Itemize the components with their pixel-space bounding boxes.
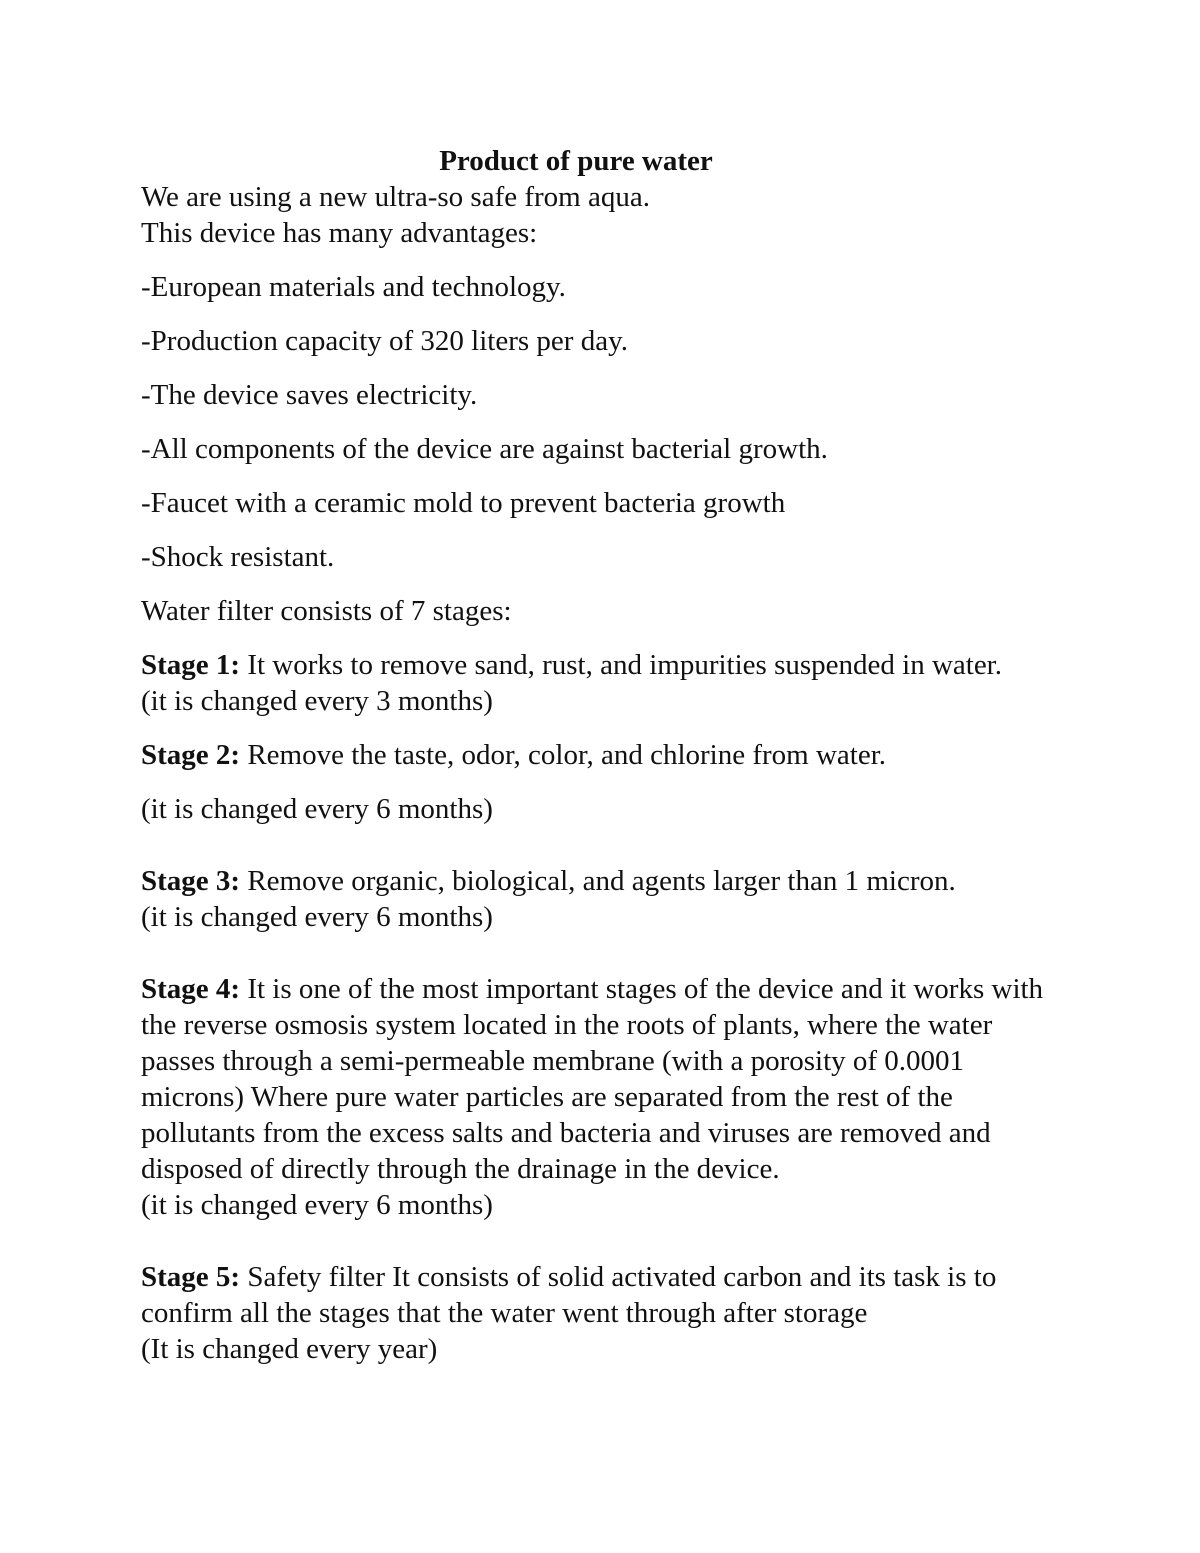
stage-4-paragraph <box>141 971 1071 1187</box>
stage-1-note: (it is changed every 3 months) <box>141 685 493 717</box>
stage-1-label: Stage 1: <box>141 649 241 681</box>
stages-intro: Water filter consists of 7 stages: <box>141 595 512 627</box>
stage-1-paragraph <box>141 647 1071 683</box>
stage-2-text: Remove the taste, odor, color, and chlorine from water. <box>240 739 887 771</box>
advantage-item: -Faucet with a ceramic mold to prevent bacteria growth <box>141 487 786 519</box>
document-title: Product of pure water <box>439 145 713 177</box>
advantage-item: -Production capacity of 320 liters per day. <box>141 325 628 357</box>
stage-2-note: (it is changed every 6 months) <box>141 793 493 825</box>
stage-5-text: Safety filter It consists of solid activated carbon and its task is to confirm all the stages that the water went through after storage <box>141 1261 997 1329</box>
document-body <box>141 143 1071 1367</box>
stage-3-text: Remove organic, biological, and agents larger than 1 micron. <box>240 865 956 897</box>
stage-2-paragraph <box>141 737 1071 773</box>
intro-line-2: This device has many advantages: <box>141 217 538 249</box>
stage-3-note: (it is changed every 6 months) <box>141 901 493 933</box>
stage-1-text: It works to remove sand, rust, and impurities suspended in water. <box>240 649 1002 681</box>
advantage-item: -All components of the device are against bacterial growth. <box>141 433 828 465</box>
advantage-item: -The device saves electricity. <box>141 379 478 411</box>
stage-4-text: It is one of the most important stages of the device and it works with the reverse osmosis system located in the roots of plants, where the water passes through a semi-permeable membrane (with a porosity of 0.0001 microns) Where pure water particles are separated from the rest of the pollutants from the excess salts and bacteria and viruses are removed and disposed of directly through the drainage in the device. <box>141 973 1044 1185</box>
intro-line-1: We are using a new ultra-so safe from aqua. <box>141 181 650 213</box>
stage-2-label: Stage 2: <box>141 739 241 771</box>
stage-3-paragraph <box>141 863 1071 899</box>
stage-5-label: Stage 5: <box>141 1261 241 1293</box>
stage-4-label: Stage 4: <box>141 973 241 1005</box>
stage-5-note: (It is changed every year) <box>141 1333 438 1365</box>
stage-5-paragraph <box>141 1259 1071 1331</box>
stage-4-note: (it is changed every 6 months) <box>141 1189 493 1221</box>
advantage-item: -European materials and technology. <box>141 271 566 303</box>
stage-3-label: Stage 3: <box>141 865 241 897</box>
advantage-item: -Shock resistant. <box>141 541 335 573</box>
